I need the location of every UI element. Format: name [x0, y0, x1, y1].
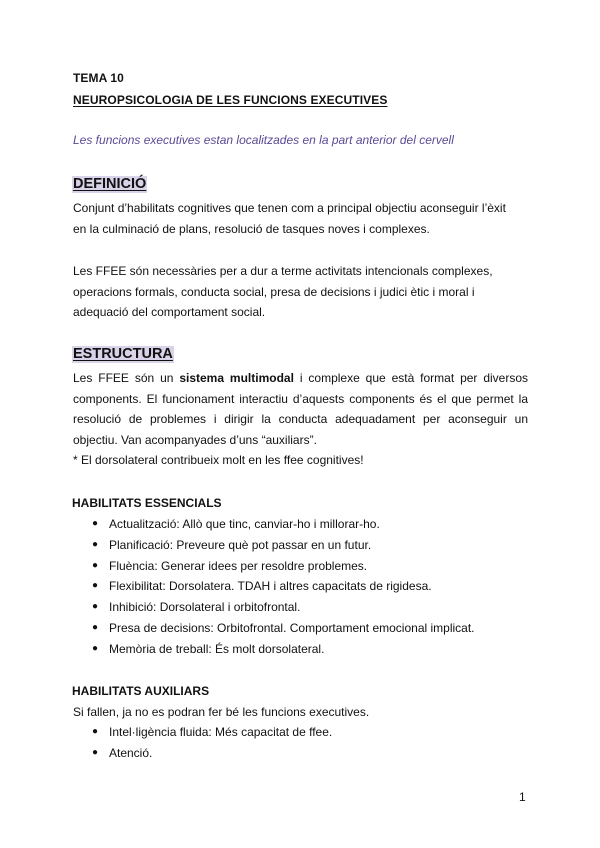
bullet-icon: ● [92, 726, 99, 737]
list-item [92, 722, 332, 743]
estructura-bold-term: sistema multimodal [179, 371, 294, 385]
bullet-icon: ● [92, 538, 99, 550]
list-item-text: Fluència: Generar idees per resoldre problemes. [109, 558, 368, 573]
bullet-icon: ● [92, 621, 99, 633]
text-line: adequació del comportament social. [73, 305, 266, 319]
list-item [92, 639, 475, 660]
list-item-text: Intel·ligència fluida: Més capacitat de ffee. [109, 725, 333, 739]
habilitats-auxiliars-list [92, 722, 332, 764]
habilitats-essencials-heading: HABILITATS ESSENCIALS [72, 496, 222, 510]
list-item [92, 535, 475, 556]
list-item-text: Planificació: Preveure què pot passar en un futur. [109, 537, 372, 552]
habilitats-essencials-list [92, 514, 475, 660]
list-item [92, 556, 475, 577]
text-line: en la culminació de plans, resolució de tasques noves i complexes. [73, 221, 430, 236]
estructura-heading: ESTRUCTURA [73, 346, 173, 362]
intro-text: Les funcions executives estan localitzades en la part anterior del cervell [73, 133, 454, 147]
page-number: 1 [519, 790, 526, 804]
habilitats-auxiliars-heading: HABILITATS AUXILIARS [72, 684, 210, 698]
bullet-icon: ● [92, 746, 99, 758]
bullet-icon: ● [92, 580, 99, 592]
list-item [92, 618, 475, 639]
list-item-text: Presa de decisions: Orbitofrontal. Comportament emocional implicat. [109, 620, 475, 635]
estructura-text-rest: i complexe que està format per diversos components. El funcionament interactiu d’aquests components és el que permet la resolució de problemes i dirigir la conducta adequadament per aconseguir un objectiu. Van acompanyades d’uns “auxiliars”. [73, 371, 529, 447]
list-item [92, 743, 332, 764]
estructura-paragraph [73, 368, 528, 450]
estructura-note: * El dorsolateral contribueix molt en les ffee cognitives! [73, 453, 364, 467]
list-item [92, 576, 475, 597]
list-item-text: Memòria de treball: És molt dorsolateral. [109, 641, 325, 656]
topic-number: TEMA 10 [73, 71, 124, 85]
text-line: Conjunt d’habilitats cognitives que tenen com a principal objectiu aconseguir l’èxit [73, 201, 506, 215]
estructura-text-start: Les FFEE són un [73, 371, 180, 385]
list-item-text: Atenció. [109, 745, 153, 760]
list-item-text: Actualització: Allò que tinc, canviar-ho i millorar-ho. [109, 517, 380, 531]
definicio-paragraph-2 [73, 261, 528, 323]
bullet-icon: ● [92, 559, 99, 571]
list-item-text: Flexibilitat: Dorsolatera. TDAH i altres capacitats de rigidesa. [109, 579, 432, 594]
bullet-icon: ● [92, 601, 99, 613]
list-item [92, 597, 475, 618]
bullet-icon: ● [92, 642, 99, 654]
list-item [92, 514, 475, 535]
bullet-icon: ● [92, 518, 99, 529]
document-title: NEUROPSICOLOGIA DE LES FUNCIONS EXECUTIVES [73, 93, 388, 107]
text-line: operacions formals, conducta social, presa de decisions i judici ètic i moral i [73, 284, 475, 299]
text-line: Les FFEE són necessàries per a dur a terme activitats intencionals complexes, [73, 264, 493, 278]
definicio-heading: DEFINICIÓ [73, 176, 147, 192]
list-item-text: Inhibició: Dorsolateral i orbitofrontal. [109, 600, 301, 615]
definicio-paragraph-1 [73, 198, 528, 239]
habilitats-auxiliars-intro: Si fallen, ja no es podran fer bé les funcions executives. [73, 705, 370, 719]
